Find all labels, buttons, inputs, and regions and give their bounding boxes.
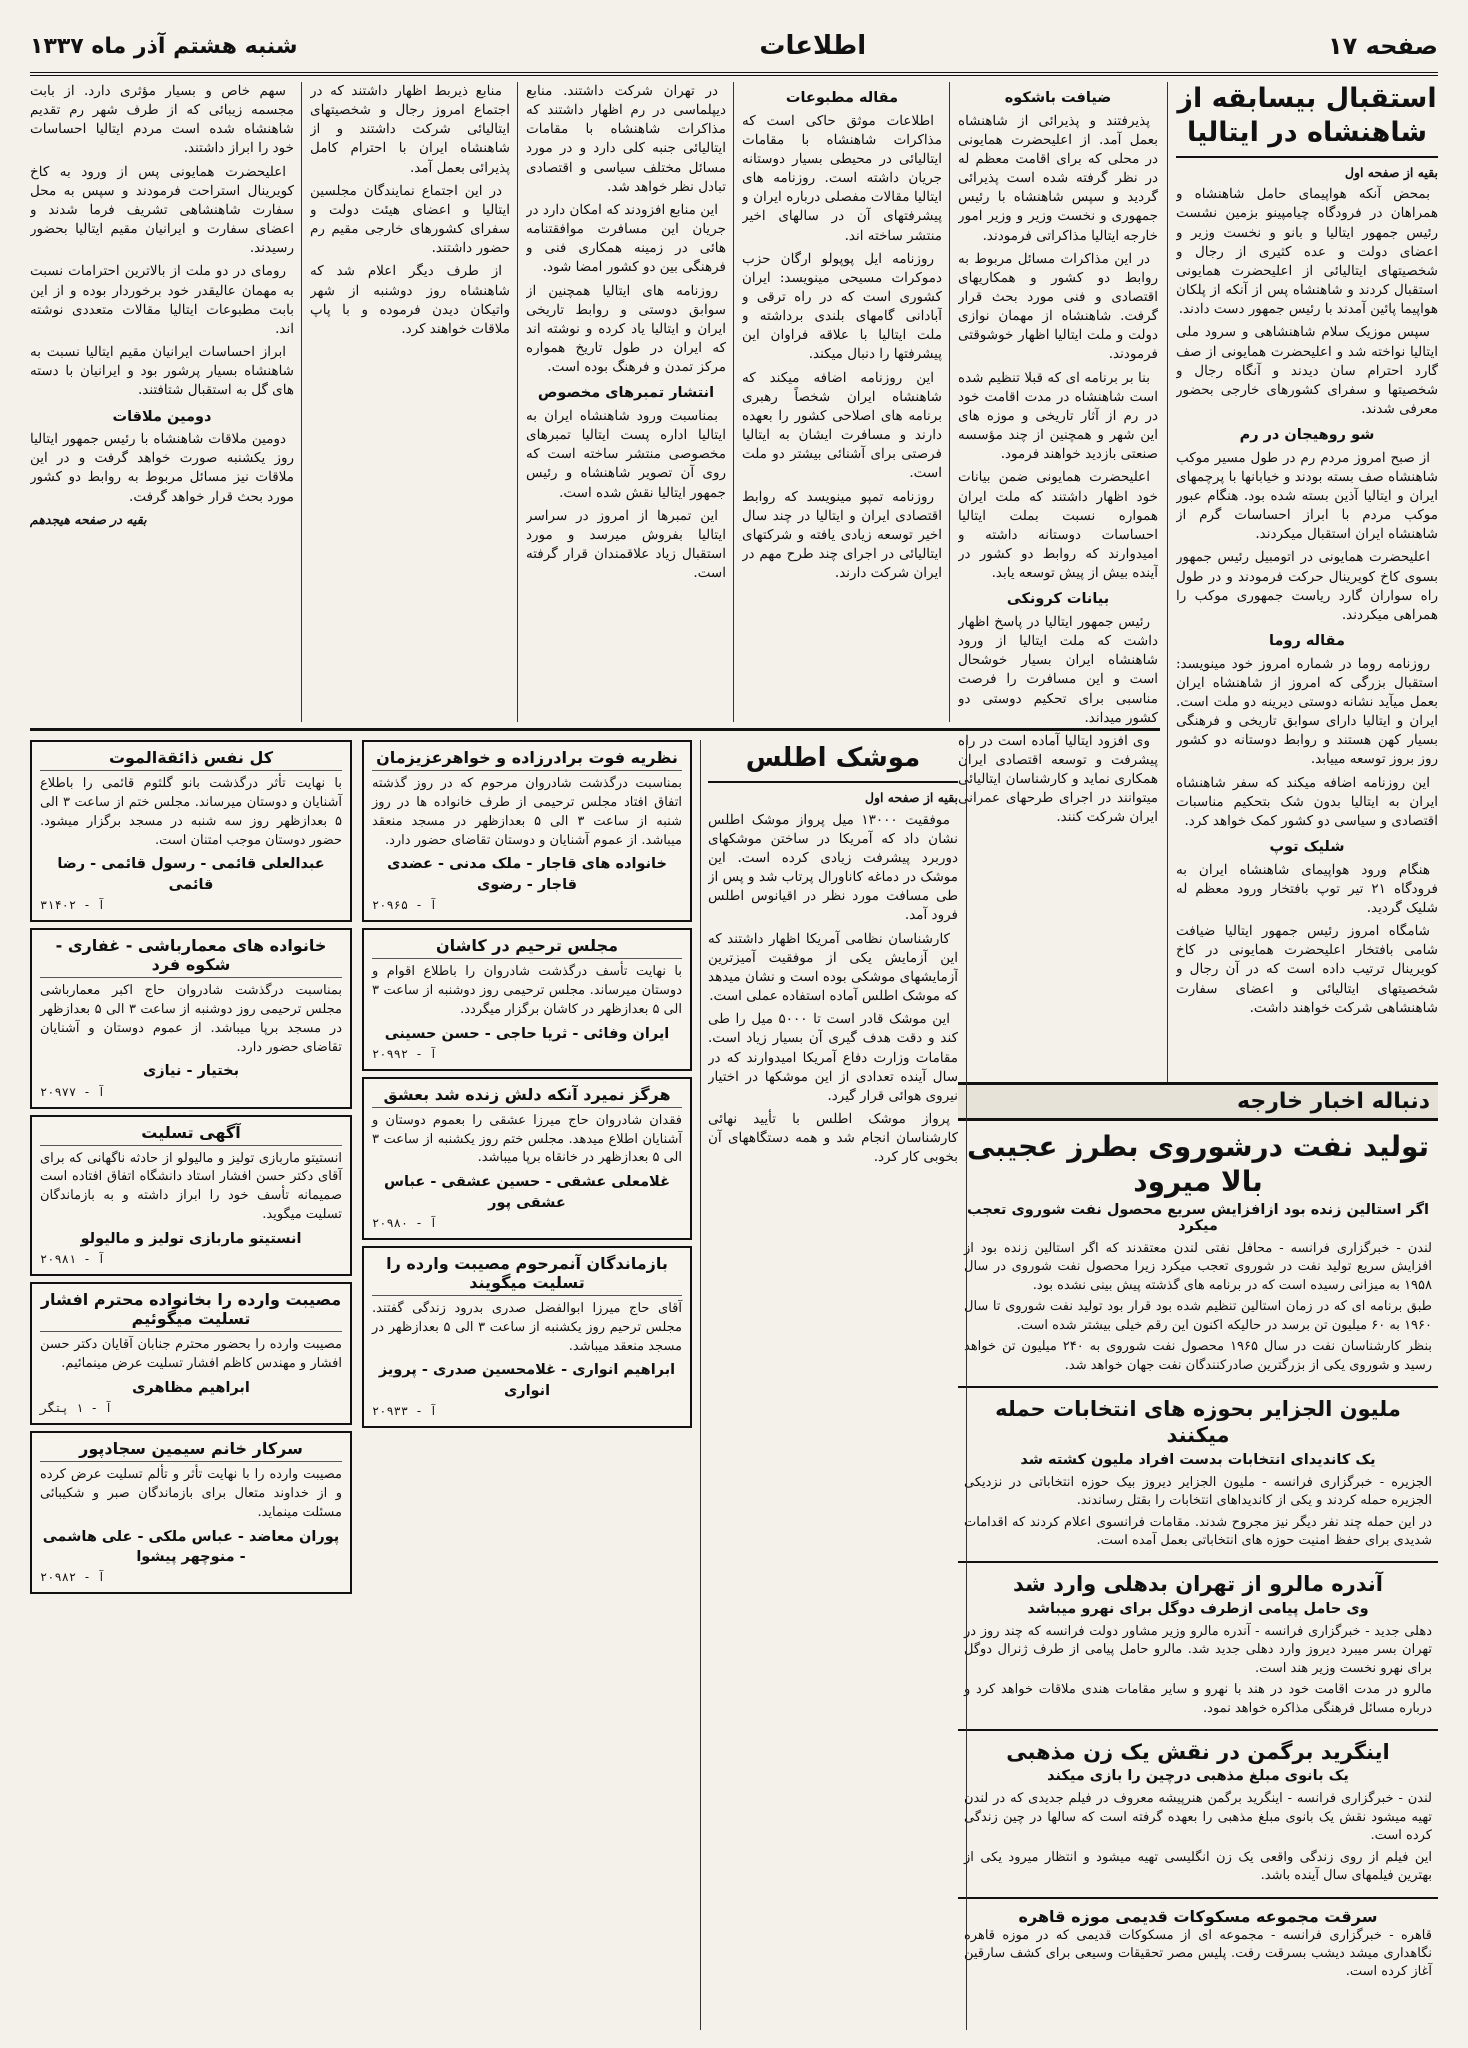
column-paragraph: در تهران شرکت داشتند. منابع دیپلماسی در رم اظهار داشتند که مذاکرات شاهنشاه با مقامات ایتالیائی جنبه کلی دارد و در مورد مسائل مختلف سیاسی و اقتصادی تبادل نظر خواهد شد. — [526, 83, 726, 195]
column-paragraph: از طرف دیگر اعلام شد که شاهنشاه روز دوشنبه از شهر واتیکان دیدن فرموده و با پاپ ملاقات خواهند کرد. — [310, 263, 510, 337]
column-paragraph: منابع ذیربط اظهار داشتند که در اجتماع امروز رجال و شخصیتهای ایتالیائی شرکت داشتند و از شاهنشاه ایران با احترام کامل پذیرائی بعمل آمد. — [310, 83, 510, 176]
news-story — [958, 1121, 1438, 1388]
column-paragraph: روزنامه ایل پوپولو ارگان حزب دموکرات مسیحی مینویسد: ایران کشوری است که در راه ترقی و آبادانی گامهای بلندی برداشته و ملت ایتالیا با علاقه فراوان این پیشرفتها را دنبال میکند. — [742, 250, 942, 363]
obituary-notice — [362, 740, 692, 922]
notice-title: کل نفس ذائقةالموت — [40, 748, 342, 771]
column-paragraph: رومای در دو ملت از بالاترین احترامات نسبت به مهمان عالیقدر خود برخوردار بوده و از این بابت مطبوعات ایتالیا مقالات متعددی نوشته اند. — [30, 263, 294, 337]
column-paragraph: اعلیحضرت همایونی پس از ورود به کاخ کویرینال استراحت فرمودند و سپس به محل سفارت شاهنشاهی تشریف فرما شدند و اعضای سفارت و ایرانیان مقیم ایتالیا بحضور رسیدند. — [30, 163, 294, 257]
news-paragraph: الجزیره - خبرگزاری فرانسه - ملیون الجزایر دیروز بیک حوزه انتخاباتی در نزدیکی الجزیره حمله کردند و یکی از کاندیداهای انتخابات را بقتل رساندند. — [964, 1474, 1432, 1509]
column-3 — [742, 82, 942, 722]
notice-names: ایران وفائی - ثریا حاجی - حسن حسینی — [384, 1025, 670, 1042]
column-5 — [310, 82, 510, 722]
column-paragraph: این تمبرها از امروز در سراسر ایتالیا بفروش میرسد و مورد استقبال زیاد علاقمندان قرار گرفته است. — [526, 507, 726, 582]
column-rule — [949, 82, 950, 722]
news-paragraph: لندن - خبرگزاری فرانسه - محافل نفتی لندن معتقدند که اگر استالین زنده بود از افزایش سریع تولید نفت در شوروی تعجب میکرد زیرا محصول نفت شوروی در سال ۱۹۵۸ به میزانی رسیده است که در برنامه های گذشته پیش بینی نشده بود. — [964, 1241, 1432, 1293]
notice-title: بازماندگان آنمرحوم مصیبت وارده را تسلیت میگویند — [372, 1254, 682, 1296]
news-subhead: اگر استالین زنده بود ازافزایش سریع محصول نفت شوروی تعجب میکرد — [967, 1202, 1429, 1234]
column-subhead: مقاله مطبوعات — [785, 90, 899, 106]
atlas-paragraph: کارشناسان نظامی آمریکا اظهار داشتند که این آزمایش یکی از موفقیت آمیزترین آزمایشهای موشکی بوده است و نشان میدهد که موشک اطلس آماده استفاده عملی است. — [708, 930, 958, 1005]
news-paragraph: طبق برنامه ای که در زمان استالین تنظیم شده بود قرار بود تولید نفت شوروی تا سال ۱۹۶۰ به ۶۰ میلیون تن برسد در حالیکه اکنون این رقم خیلی بیشتر شده است. — [964, 1299, 1432, 1333]
notice-code: آ - ۲۰۹۳۳ — [372, 1404, 438, 1419]
obituary-notice — [30, 1115, 352, 1277]
notice-code: آ - ۲۰۹۶۵ — [372, 897, 438, 912]
notices-column-1 — [30, 740, 352, 2030]
notice-body: آقای حاج میرزا ابوالفضل صدری بدرود زندگی گفتند. مجلس ترحیم روز یکشنبه از ساعت ۳ الی ۵ بعدازظهر در مسجد منعقد میباشد. — [372, 1300, 682, 1354]
notice-body: بمناسبت درگذشت شادروان حاج اکبر معمارباشی مجلس ترحیمی روز دوشنبه از ساعت ۳ الی ۵ بعدازظهر در مسجد برپا میباشد. از عموم دوستان و آشنایان تقاضای حضور دارد. — [40, 982, 342, 1055]
column-paragraph: بنا بر برنامه ای که قبلا تنظیم شده است شاهنشاه در مدت اقامت خود در رم از آثار تاریخی و موزه های این شهر و همچنین از چند مؤسسه صنعتی بازدید خواهند فرمود. — [958, 369, 1158, 463]
column-paragraph: در این مذاکرات مسائل مربوط به روابط دو کشور و همکاریهای اقتصادی و فنی مورد بحث قرار گرفت. شاهنشاه از مهمان نوازی دولت و ملت ایتالیا اظهار خوشوقتی فرمودند. — [958, 250, 1158, 363]
notice-names: عبدالعلی قائمی - رسول قائمی - رضا قائمی — [57, 856, 325, 893]
news-story — [958, 1388, 1438, 1563]
news-paragraph: در این حمله چند نفر دیگر نیز مجروح شدند. مقامات فرانسوی اعلام کردند که اقدامات شدیدی برای حفظ امنیت حوزه های انتخاباتی بعمل آمده است. — [964, 1514, 1432, 1549]
column-paragraph: دومین ملاقات شاهنشاه با رئیس جمهور ایتالیا روز یکشنبه صورت خواهد گرفت و در این ملاقات نیز مسائل مربوط به روابط دو کشور مورد بحث قرار خواهد گرفت. — [30, 431, 294, 505]
notice-code: آ - ۲۰۹۹۲ — [372, 1046, 438, 1061]
column-subhead: بیانات کرونکی — [1006, 591, 1110, 608]
column-paragraph: ابراز احساسات ایرانیان مقیم ایتالیا نسبت به شاهنشاه بسیار پرشور بود و ایرانیان با دسته های گل به استقبال شتافتند. — [30, 344, 294, 399]
column-paragraph: اعلیحضرت همایونی ضمن بیانات خود اظهار داشتند که ملت ایران همواره نسبت بملت ایتالیا احساسات دوستانه داشته و امیدوارند که روابط دو کشور در آینده بیش از پیش توسعه یابد. — [958, 469, 1158, 582]
notice-title: مجلس ترحیم در کاشان — [372, 936, 682, 959]
lead-paragraph: شامگاه امروز رئیس جمهور ایتالیا ضیافت شامی بافتخار اعلیحضرت همایونی در کاخ کویرینال ترتیب داده است که در آن رجال و شخصیتهای ایتالیائی و اعضای سفارت شاهنشاهی شرکت خواهند داشت. — [1176, 923, 1438, 1016]
column-rule — [733, 82, 734, 722]
notice-body: بمناسبت درگذشت شادروان مرحوم که در روز گذشته اتفاق افتاد مجلس ترحیمی از طرف خانواده ها در روز شنبه از ساعت ۳ الی ۵ بعدازظهر در مسجد منعقد میباشد. از عموم آشنایان و دوستان تقاضای حضور دارد. — [372, 776, 682, 848]
column-paragraph: روزنامه های ایتالیا همچنین از سوابق دوستی و روابط تاریخی ایران و ایتالیا یاد کرده و نوشته اند که ایران در طول تاریخ همواره مرکز تمدن و فرهنگ بوده است. — [526, 282, 726, 376]
column-subhead: ضیافت باشکوه — [1004, 90, 1112, 106]
notice-body: با نهایت تأثر درگذشت بانو گلثوم قائمی را باطلاع آشنایان و دوستان میرساند. مجلس ختم از ساعت ۳ الی ۵ بعدازظهر روز سه شنبه در مسجد برگزار میشود. حضور دوستان موجب امتنان است. — [40, 776, 342, 848]
column-paragraph: وی افزود ایتالیا آماده است در راه پیشرفت و توسعه اقتصادی ایران همکاری نماید و کارشناسان ایتالیائی میتوانند در اجرای طرحهای عمرانی ایران شرکت کنند. — [958, 732, 1158, 826]
lead-paragraph: سپس موزیک سلام شاهنشاهی و سرود ملی ایتالیا نواخته شد و اعلیحضرت همایونی از صف گارد احترام سان دیدند و آنگاه رجال و شخصیتها و سفرای کشورهای خارجی بحضور معرفی شدند. — [1176, 324, 1438, 417]
atlas-story — [708, 740, 958, 2030]
news-subhead: یک کاندیدای انتخابات بدست افراد ملیون کشته شد — [1020, 1451, 1376, 1468]
column-6 — [30, 82, 294, 722]
column-subhead: دومین ملاقات — [112, 408, 212, 425]
column-paragraph: سهم خاص و بسیار مؤثری دارد. از بابت مجسمه زیبائی که از طرف شهر رم تقدیم شاهنشاه شده است مردم ایتالیا احساسات خود را ابراز داشتند. — [30, 83, 294, 157]
notice-names: غلامعلی عشقی - حسین عشقی - عباس عشقی پور — [384, 1174, 670, 1211]
section-rule — [30, 728, 1160, 731]
notice-body: فقدان شادروان حاج میرزا عشقی را بعموم دوستان و آشنایان اطلاع میدهد. مجلس ختم روز یکشنبه از ساعت ۳ الی ۵ بعدازظهر در خانقاه برپا میباشد. — [372, 1112, 682, 1166]
column-paragraph: پذیرفتند و پذیرائی از شاهنشاه بعمل آمد. از اعلیحضرت همایونی در محلی که برای اقامت معظم له در نظر گرفته شده است پذیرائی گردید و سپس شاهنشاه با رئیس جمهوری و نخست وزیر و وزیر امور خارجه ایتالیا مذاکراتی فرمودند. — [958, 112, 1158, 244]
atlas-paragraph: موفقیت ۱۳۰۰۰ میل پرواز موشک اطلس نشان داد که آمریکا در ساختن موشکهای دوربرد پیشرفت زیادی کرده است. این موشک در دماغه کاناورال پرتاب شد و پس از طی مسافت مورد نظر در اقیانوس اطلس فرود آمد. — [708, 811, 958, 924]
news-headline: آندره مالرو از تهران بدهلی وارد شد — [1013, 1572, 1383, 1597]
lead-paragraph: هنگام ورود هواپیمای شاهنشاه ایران به فرودگاه ۲۱ تیر توپ بافتخار ورود معظم له شلیک گردید. — [1176, 861, 1438, 916]
notice-code: آ - ۲۰۹۸۱ — [40, 1252, 106, 1267]
column-paragraph: اطلاعات موثق حاکی است که مذاکرات شاهنشاه با مقامات ایتالیائی در محیطی بسیار دوستانه جریان داشته است. روزنامه های ایتالیا مقالات مفصلی درباره ایران و پیشرفتهای آن در سالهای اخیر منتشر ساخته اند. — [742, 112, 942, 244]
notice-names: بختیار - نیازی — [142, 1063, 240, 1080]
date-line: شنبه هشتم آذر ماه ۱۳۳۷ — [30, 33, 298, 59]
notice-code: آ - ۲۰۹۸۰ — [372, 1215, 438, 1230]
obituary-notice — [30, 1431, 352, 1594]
notice-code: آ - ۲۰۹۸۲ — [40, 1570, 106, 1585]
lead-kicker: بقیه از صفحه اول — [1344, 164, 1438, 180]
column-rule — [700, 740, 701, 2030]
lead-paragraph: از صبح امروز مردم رم در طول مسیر موکب شاهنشاه صف بسته بودند و خیابانها با پرچمهای ایران و ایتالیا آذین بسته شده بود. هنگام عبور موکب مردم با ابراز احساسات گرم از شاهنشاه ایران استقبال میکردند. — [1176, 449, 1438, 543]
foreign-news-bar: دنباله اخبار خارجه — [958, 1082, 1438, 1121]
column-paragraph: بمناسبت ورود شاهنشاه ایران به ایتالیا اداره پست ایتالیا تمبرهای مخصوصی منتشر ساخته است که روی آن تصویر شاهنشاه و رئیس جمهور ایتالیا نقش شده است. — [526, 407, 726, 501]
news-paragraph: قاهره - خبرگزاری فرانسه - مجموعه ای از مسکوکات قدیمی که در موزه قاهره نگاهداری میشد دیشب بسرقت رفت. پلیس مصر تحقیقات وسیعی برای کشف سارقین آغاز کرده است. — [964, 1927, 1432, 1980]
column-paragraph: رئیس جمهور ایتالیا در پاسخ اظهار داشت که ملت ایتالیا از ورود شاهنشاه ایران بسیار خوشحال است و این مسافرت را فرصت مناسبی برای تحکیم دوستی دو کشور میداند. — [958, 613, 1158, 726]
lead-paragraph: بمحض آنکه هواپیمای حامل شاهنشاه و همراهان در فرودگاه چیامپینو بزمین نشست رئیس جمهور ایتالیا و بانو و نخست وزیر و اعضای دولت و عده کثیری از رجال و شخصیتهای ایتالیائی از اعلیحضرت همایونی استقبال کردند و شاهنشاه پس از آنکه از پلکان هواپیما پائین آمدند با رئیس جمهور دست دادند. — [1176, 186, 1438, 318]
column-rule — [1167, 82, 1168, 1082]
column-paragraph: این منابع افزودند که امکان دارد در جریان این مسافرت موافقتنامه هائی در زمینه همکاری فنی و فرهنگی بین دو کشور امضا شود. — [526, 201, 726, 276]
news-subhead: یک بانوی مبلغ مذهبی درچین را بازی میکند — [1047, 1768, 1349, 1785]
lead-subhead: شلیک توپ — [1269, 839, 1345, 856]
obituary-notice — [362, 1246, 692, 1428]
notice-title: مصیبت وارده را بخانواده محترم افشار تسلیت میگوئیم — [40, 1290, 342, 1332]
news-paragraph: دهلی جدید - خبرگزاری فرانسه - آندره مالرو وزیر مشاور دولت فرانسه که چند روز در تهران بسر میبرد دیروز وارد دهلی جدید شد. مالرو حامل پیامی از طرف ژنرال دوگل برای نهرو نخست وزیر هند است. — [964, 1623, 1432, 1676]
notice-title: خانواده های معمارباشی - غفاری - شکوه فرد — [40, 936, 342, 978]
obituary-notice — [30, 1282, 352, 1425]
notice-body: مصیبت وارده را با نهایت تأثر و تألم تسلیت عرض کرده و از خداوند متعال برای بازماندگان صبر و شکیبائی مسئلت مینماید. — [40, 1467, 342, 1520]
header-rule — [30, 72, 1438, 76]
notice-title: نظریه فوت برادرزاده و خواهرعزیزمان — [372, 748, 682, 771]
notices-column-2 — [362, 740, 692, 2030]
lead-paragraph: این روزنامه اضافه میکند که سفر شاهنشاه ایران به ایتالیا بدون شک بتحکیم مناسبات اقتصادی و سیاسی دو کشور کمک خواهد کرد. — [1176, 774, 1438, 829]
column-rule — [966, 740, 967, 2030]
news-story — [958, 1563, 1438, 1731]
news-headline: ملیون الجزایر بحوزه های انتخابات حمله میکنند — [995, 1397, 1401, 1448]
lead-paragraph: روزنامه روما در شماره امروز خود مینویسد: استقبال بزرگی که امروز از شاهنشاه ایران بعمل میآید نشانه دوستی دیرینه دو ملت است. ایران و ایتالیا دارای سوابق تاریخی و فرهنگی بسیار کهن هستند و روابط دوستانه دو کشور روز بروز توسعه مییابد. — [1176, 655, 1438, 768]
news-subhead: وی حامل پیامی ازطرف دوگل برای نهرو میباشد — [1027, 1600, 1369, 1617]
lead-story — [1176, 82, 1438, 1072]
continued-note: بقیه در صفحه هیجدهم — [30, 511, 147, 527]
column-paragraph: روزنامه تمپو مینویسد که روابط اقتصادی ایران و ایتالیا در چند سال اخیر توسعه زیادی یافته و شرکتهای ایتالیائی در اجرای چند طرح مهم در ایران شرکت دارند. — [742, 488, 942, 582]
lead-subhead: شو روهیجان در رم — [1239, 427, 1375, 444]
column-paragraph: در این اجتماع نمایندگان مجلسین ایتالیا و اعضای هیئت دولت و سفرای کشورهای خارجی مقیم رم حضور داشتند. — [310, 182, 510, 257]
news-story — [958, 1731, 1438, 1899]
atlas-headline: موشک اطلس — [708, 740, 958, 783]
column-4 — [526, 82, 726, 722]
news-paragraph: بنظر کارشناسان نفت در سال ۱۹۶۵ محصول نفت شوروی به ۲۴۰ میلیون تن خواهد رسید و شوروی یکی از بزرگترین صادرکنندگان نفت جهان خواهد شد. — [964, 1339, 1432, 1373]
paper-name: اطلاعات — [759, 31, 867, 61]
notice-title: سرکار خانم سیمین سجادپور — [40, 1439, 342, 1462]
notice-title: هرگز نمیرد آنکه دلش زنده شد بعشق — [372, 1085, 682, 1108]
news-story — [958, 1899, 1438, 1993]
obituary-notice — [362, 928, 692, 1071]
notice-names: ابراهیم مظاهری — [132, 1380, 250, 1396]
notice-names: ابراهیم انواری - غلامحسین صدری - پرویز انواری — [378, 1362, 676, 1399]
atlas-kicker: بقیه از صفحه اول — [864, 789, 958, 805]
lead-subhead: مقاله روما — [1269, 633, 1345, 650]
column-subhead: انتشار تمبرهای مخصوص — [537, 385, 715, 402]
notice-body: مصیبت وارده را بحضور محترم جنابان آقایان دکتر حسن افشار و مهندس کاظم افشار تسلیت عرض مینمائیم. — [40, 1337, 342, 1372]
obituary-notice — [30, 740, 352, 922]
news-paragraph: مالرو در مدت اقامت خود در هند با نهرو و سایر مقامات هندی ملاقات خواهد کرد و درباره مسائل فرهنگی مذاکره خواهد نمود. — [964, 1682, 1432, 1716]
foreign-news-section — [958, 1082, 1438, 2022]
lead-paragraph: اعلیحضرت همایونی در اتومبیل رئیس جمهور بسوی کاخ کویرینال حرکت فرمودند و در طول راه سواران گارد ریاست جمهوری موکب را همراهی میکردند. — [1176, 549, 1438, 623]
news-headline: اینگرید برگمن در نقش یک زن مذهبی — [1006, 1740, 1390, 1764]
notice-title: آگهی تسلیت — [40, 1123, 342, 1146]
notice-code: آ - ۲۰۹۷۷ — [40, 1084, 106, 1099]
column-rule — [517, 82, 518, 722]
running-head — [30, 24, 1438, 68]
obituary-notice — [362, 1077, 692, 1240]
notice-body: انستیتو ماربازی تولیز و مالیولو از حادثه ناگهانی که برای آقای دکتر حسن افشار استاد دانشگاه اتفاق افتاده است صمیمانه تأسف خود را ابراز داشته و به بازماندگان تسلیت میگوید. — [40, 1150, 342, 1223]
news-headline: سرقت مجموعه مسکوکات قدیمی موزه قاهره — [1018, 1906, 1378, 1926]
column-paragraph: این روزنامه اضافه میکند که شاهنشاه ایران شخصاً رهبری برنامه های اصلاحی کشور را بعهده دارند و مسافرت ایشان به ایتالیا فرصتی برای آشنائی بیشتر دو ملت است. — [742, 369, 942, 482]
notice-names: پوران معاضد - عباس ملکی - علی هاشمی - منوچهر پیشوا — [42, 1528, 340, 1566]
column-rule — [301, 82, 302, 722]
lead-headline: استقبال بیسابقه از شاهنشاه در ایتالیا — [1176, 82, 1438, 158]
notice-names: انستیتو ماربازی تولیز و مالیولو — [80, 1231, 302, 1248]
news-paragraph: این فیلم از روی زندگی واقعی یک زن انگلیسی تهیه میشود و انتظار میرود یکی از بهترین فیلمهای سال آینده باشد. — [964, 1849, 1432, 1884]
notice-code: آ - ۳۱۴۰۲ — [40, 897, 106, 912]
obituary-notice — [30, 928, 352, 1109]
column-2 — [958, 82, 1158, 1072]
atlas-paragraph: پرواز موشک اطلس با تأیید نهائی کارشناسان انجام شد و همه دستگاههای آن بخوبی کار کرد. — [708, 1111, 958, 1166]
atlas-paragraph: این موشک قادر است تا ۵۰۰۰ میل را طی کند و دقت هدف گیری آن بسیار زیاد است. مقامات وزارت دفاع آمریکا امیدوارند که در سال آینده تعدادی از این موشکها در اختیار نیروی هوائی قرار گیرد. — [708, 1011, 958, 1104]
notice-names: خانواده های قاجار - ملک مدنی - عضدی قاجار - رضوی — [387, 856, 667, 893]
page-number: صفحه ۱۷ — [1328, 32, 1438, 60]
notice-code: آ - ۱ پتگر — [40, 1401, 113, 1416]
notice-body: با نهایت تأسف درگذشت شادروان را باطلاع اقوام و دوستان میرساند. مجلس ترحیمی روز دوشنبه از ساعت ۳ الی ۵ بعدازظهر در کاشان برگزار میگردد. — [372, 963, 682, 1017]
news-paragraph: لندن - خبرگزاری فرانسه - اینگرید برگمن هنرپیشه معروف در فیلم جدیدی که در لندن تهیه میشود نقش یک بانوی مبلغ مذهبی را بعهده گرفته است که سالها در چین زندگی کرده است. — [964, 1791, 1432, 1844]
news-headline: تولید نفت درشوروی بطرز عجیبی بالا میرود — [966, 1130, 1430, 1198]
